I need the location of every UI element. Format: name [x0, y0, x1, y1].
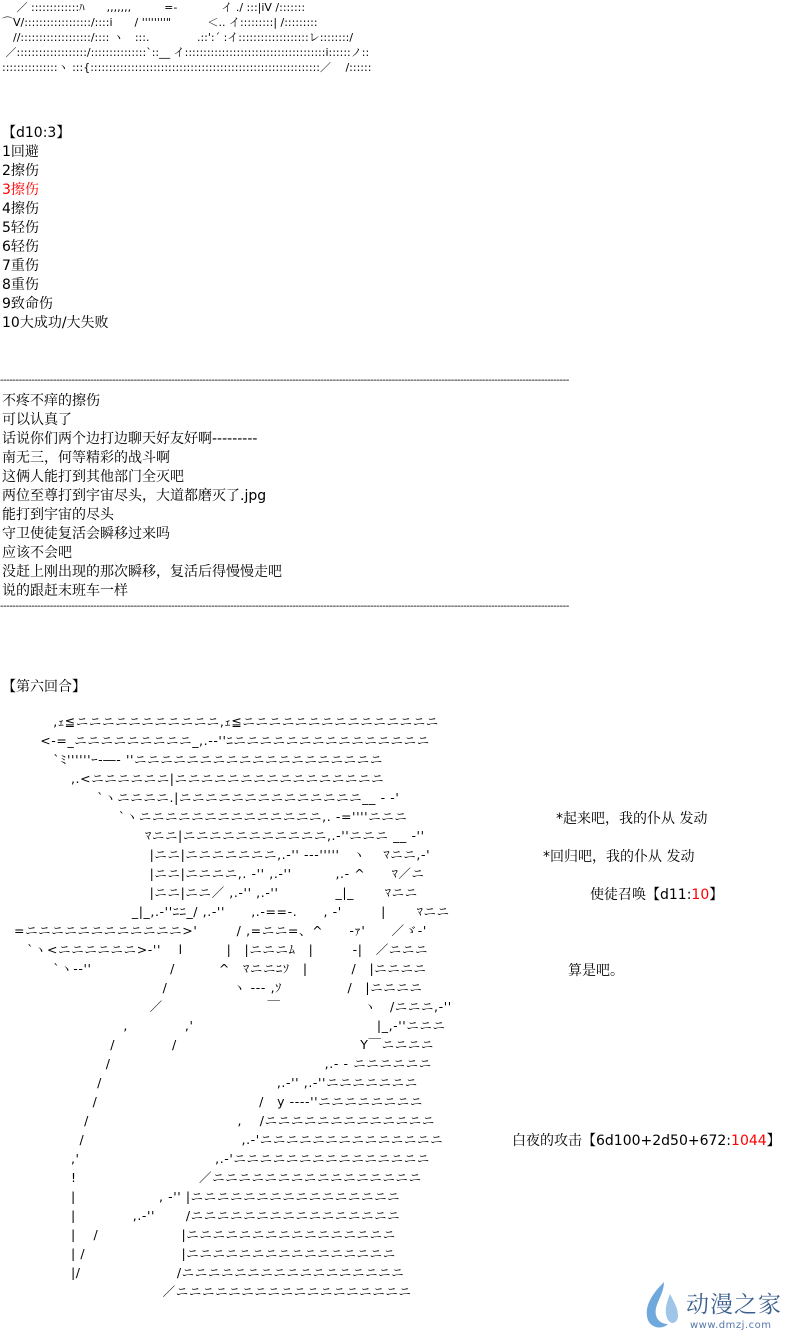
comment-line: 南无三，何等精彩的战斗啊 [2, 450, 170, 466]
dice-item-number: 10 [2, 315, 20, 331]
dice-item [2, 276, 109, 295]
dice-item [2, 181, 109, 200]
comment-line: 两位至尊打到宇宙尽头，大道都磨灭了.jpg [2, 488, 267, 504]
dialogue-reply: 算是吧。 [568, 963, 624, 979]
attack-prefix: 白夜的攻击【6d100+2d50+672: [512, 1133, 732, 1149]
dice-item [2, 219, 109, 238]
dice-item-number: 6 [2, 239, 11, 255]
ascii-art-top: ／ :::::::::::::ﾊ ,,,,,,, =- イ ./ :::|iV /::::::: ⌒V/::::::::::::::::::/::::i / ''''''''" ＜.. イ:::::::::| /::::::::: //:::::::::::::::::::/:::: ヽ :::. .::':´ :イ:::::::::::::::::::レ::::::::/ ／:::::::::::::::::::/:::::::::::::::`::__ イ::::::::::::::::::::::::::::::::::::::i::::::ノ:: :::::::::::::::ヽ :::{::::::::::::::::::::::::::::::::::::::::::::::::::::::::::::::／ /:::::: [2, 1, 372, 74]
dice-item [2, 257, 109, 276]
dice-item [2, 295, 109, 314]
watermark-url: www.dmzj.com [690, 1320, 772, 1331]
ascii-art-scene: ,ｪ≦ニニニニニニニニニニニ,ｪ≦ニニニニニニニニニニニニニニニ <-=_ニニニニニニニニニ_,.-‐''ﾆニニニニニニニニニニニニニニニ `ﾐ''''''ｰ-―‐ ''ニニニニニニニニニニニニニニニニニニニ ,.<ニニニニニニ|ニニニニニニニニニニニニニニニニ `ヽニニニニ.|ニニニニニニニニニニニニニニ__ - ‐' `ヽニニニニニニニニニニニニニニ,. -=''''ニニニ ﾏニニ|ニニニニニニニニニニニ,.-''ニニニ __ -'' |ニニ|ニニニニニニニ,.-'' ‐-‐''''' ヽ ﾏニニ,-' |ニニ|ニニニニ,. -'' ,.-'' ,.- ^ ﾏ／ニ |ニニ|ニニ／ ,.-'' ,.-'' _|_ ﾏニニ _|_,.-''ﾆﾆ_/ ,.-'' ,.-==-. , -' | ﾏニニ =ニニニニニニニニニニニニ>' / ,=ニニ=、^ -ｧ' ／ゞ-' `ヽ<ニニニニニニ>-'' l | |ニニニﾑ | -| ／ニニニ `ヽ‐-'' / ^ ﾏニニﾆｿ | / |ニニニニ / ヽ ‐-‐ ,ｿ / |ニニニニ ／ ￣ ヽ /ニニニ,-'' , ,' |_,-''ニニニ / / Y￣ニニニニ / ,.- ‐ ニニニニニニ / ,.-'' ,.-''ニニニニニニニ / / y ‐--‐''ニニニニニニニニ / , /ニニニニニニニニニニニニニ / ,.-'ニニニニニニニニニニニニニニ ,' ,.-'ニニニニニニニニニニニニニニニ ! ／ニニニニニニニニニニニニニニニニ | , -'' |ニニニニニニニニニニニニニニニニ | ,.-'' /ニニニニニニニニニニニニニニニニ | / |ニニニニニニニニニニニニニニニニ | / |ニニニニニニニニニニニニニニニニ |/ /ニニニニニニニニニニニニニニニニニ ／ニニニニニニニニニニニニニニニニニニ [14, 714, 452, 1299]
watermark [640, 1280, 800, 1340]
dice-item-text: 回避 [10, 144, 39, 160]
dice-item [2, 238, 109, 257]
dice-item-number: 8 [2, 277, 11, 293]
dice-item [2, 162, 109, 181]
dice-header: 【d10:3】 [2, 125, 71, 141]
summon-suffix: 】 [709, 887, 724, 903]
dice-item-text: 轻伤 [10, 220, 39, 236]
dialogue-return: *回归吧，我的仆从 发动 [543, 849, 695, 865]
divider-bottom: --------------------------------------------------------------------------------------------------------------------------------------------------------------------------------------- [0, 602, 569, 612]
comment-line: 话说你们两个边打边聊天好友好啊--------- [2, 431, 258, 447]
dice-item-number: 3 [2, 182, 11, 198]
round-header: 【第六回合】 [2, 679, 86, 695]
comment-line: 能打到宇宙的尽头 [2, 507, 114, 523]
dice-item-text: 擦伤 [10, 182, 39, 198]
dice-item-text: 重伤 [10, 258, 39, 274]
comment-line: 应该不会吧 [2, 545, 72, 561]
summon-prefix: 使徒召唤【d11: [590, 887, 692, 903]
dice-item-text: 擦伤 [10, 201, 39, 217]
attack-suffix: 】 [766, 1133, 781, 1149]
dice-item-number: 4 [2, 201, 11, 217]
dice-item-number: 2 [2, 163, 11, 179]
dice-item-text: 擦伤 [10, 163, 39, 179]
dice-item-number: 1 [2, 144, 11, 160]
comment-line: 没赶上刚出现的那次瞬移，复活后得慢慢走吧 [2, 564, 282, 580]
dice-item-number: 7 [2, 258, 11, 274]
summon-roll [590, 885, 723, 905]
dice-item [2, 200, 109, 219]
comment-line: 说的跟赶末班车一样 [2, 583, 128, 599]
dice-list [2, 143, 109, 333]
dice-item-number: 9 [2, 296, 11, 312]
comment-list [2, 392, 282, 601]
dmzj-logo-icon [640, 1280, 682, 1332]
dice-item-text: 重伤 [10, 277, 39, 293]
comment-line: 守卫使徒复活会瞬移过来吗 [2, 526, 170, 542]
dialogue-rise: *起来吧，我的仆从 发动 [556, 811, 708, 827]
attack-value: 1044 [731, 1133, 767, 1149]
dice-item-text: 轻伤 [10, 239, 39, 255]
dice-item-text: 大成功/大失败 [19, 315, 109, 331]
comment-line: 可以认真了 [2, 412, 72, 428]
dice-item [2, 143, 109, 162]
comment-line: 不疼不痒的擦伤 [2, 393, 100, 409]
dice-item [2, 314, 109, 333]
summon-value: 10 [691, 887, 710, 903]
divider-top: --------------------------------------------------------------------------------------------------------------------------------------------------------------------------------------- [0, 376, 569, 386]
watermark-title: 动漫之家 [686, 1292, 782, 1318]
dice-item-text: 致命伤 [10, 296, 53, 312]
dice-table [2, 124, 109, 333]
attack-roll [512, 1131, 781, 1151]
comment-line: 这俩人能打到其他部门全灭吧 [2, 469, 184, 485]
dice-item-number: 5 [2, 220, 11, 236]
